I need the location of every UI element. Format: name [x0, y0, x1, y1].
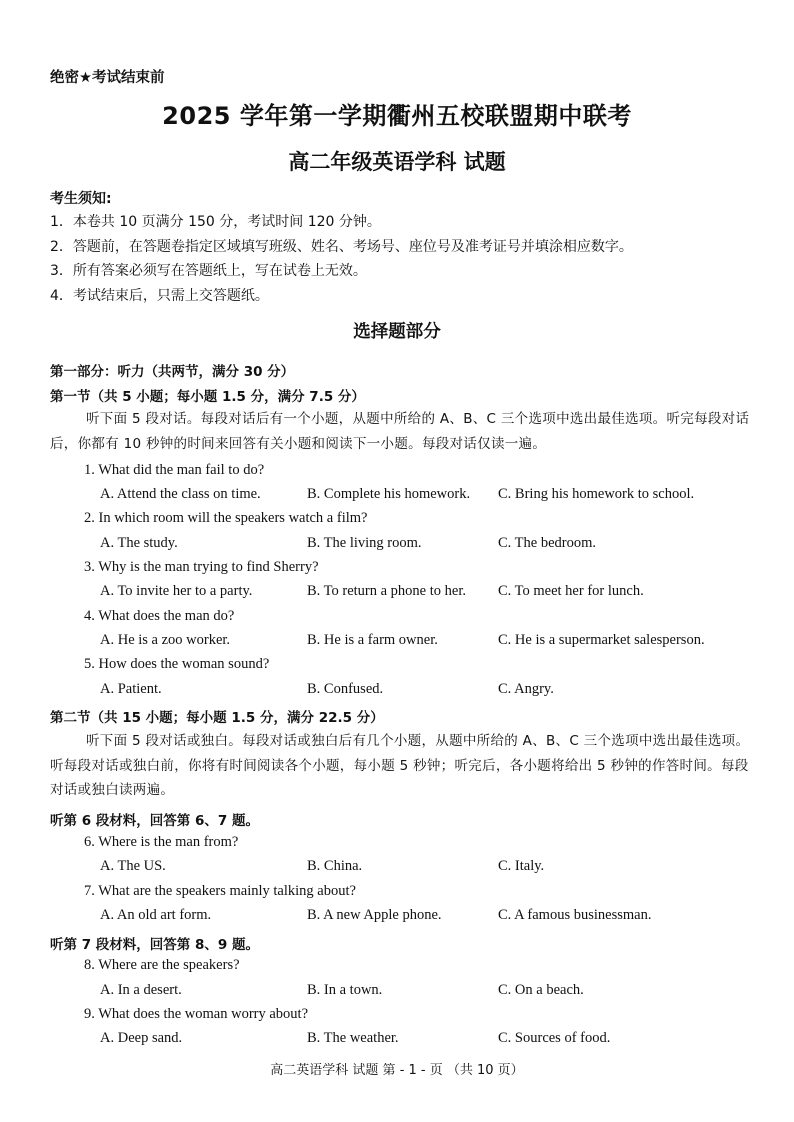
- notes-item: 3．所有答案必须写在答题纸上，写在试卷上无效。: [50, 263, 367, 279]
- option-a: A. He is a zoo worker.: [100, 632, 231, 648]
- notes-item: 1．本卷共 10 页满分 150 分，考试时间 120 分钟。: [50, 214, 381, 230]
- option-a: A. Attend the class on time.: [100, 486, 261, 502]
- option-b: B. The living room.: [307, 535, 422, 551]
- option-c: C. Angry.: [498, 681, 554, 697]
- question-text: 8. Where are the speakers?: [84, 957, 240, 973]
- option-a: A. Patient.: [100, 681, 162, 697]
- option-b: B. Confused.: [307, 681, 384, 697]
- option-c: C. Italy.: [498, 858, 545, 874]
- question-text: 3. Why is the man trying to find Sherry?: [84, 559, 319, 575]
- option-a: A. The study.: [100, 535, 178, 551]
- section1-instructions: 听下面 5 段对话。每段对话后有一个小题，从题中所给的 A、B、C 三个选项中选出最佳选项。听完每段对话后，你都有 10 秒钟的时间来回答有关小题和阅读下一小题。每段对话仅读一遍。: [50, 411, 750, 452]
- option-c: C. He is a supermarket salesperson.: [498, 632, 705, 648]
- option-c: C. A famous businessman.: [498, 907, 652, 923]
- notes-list: [50, 210, 750, 308]
- option-b: B. Complete his homework.: [307, 486, 471, 502]
- option-a: A. Deep sand.: [100, 1030, 183, 1046]
- option-a: A. To invite her to a party.: [100, 583, 253, 599]
- option-b: B. He is a farm owner.: [307, 632, 438, 648]
- notes-item: 4．考试结束后，只需上交答题纸。: [50, 287, 269, 304]
- option-a: A. In a desert.: [100, 982, 182, 998]
- part-title: 选择题部分: [353, 322, 441, 342]
- part1-heading: 第一部分：听力（共两节，满分 30 分）: [50, 364, 295, 380]
- question-text: 9. What does the woman worry about?: [84, 1006, 309, 1022]
- material-7-heading: 听第 7 段材料，回答第 8、9 题。: [50, 937, 259, 953]
- page-footer: 高二英语学科 试题 第 - 1 - 页 （共 10 页）: [270, 1063, 524, 1078]
- option-b: B. In a town.: [307, 982, 383, 998]
- notes-item: 2．答题前，在答题卷指定区域填写班级、姓名、考场号、座位号及准考证号并填涂相应数字。: [50, 238, 633, 255]
- question-text: 7. What are the speakers mainly talking about?: [84, 883, 356, 899]
- option-b: B. A new Apple phone.: [307, 907, 442, 923]
- question-text: 6. Where is the man from?: [84, 834, 239, 850]
- question-text: 1. What did the man fail to do?: [84, 462, 265, 478]
- question-text: 4. What does the man do?: [84, 608, 235, 624]
- secret-label: 绝密★考试结束前: [50, 70, 165, 86]
- question-text: 5. How does the woman sound?: [84, 656, 270, 672]
- option-b: B. China.: [307, 858, 363, 874]
- material-6-heading: 听第 6 段材料，回答第 6、7 题。: [50, 813, 259, 829]
- notes-heading: 考生须知:: [50, 191, 112, 207]
- option-b: B. To return a phone to her.: [307, 583, 466, 599]
- option-a: A. An old art form.: [100, 907, 212, 923]
- option-c: C. On a beach.: [498, 982, 584, 998]
- section1-heading: 第一节（共 5 小题；每小题 1.5 分，满分 7.5 分）: [50, 389, 365, 405]
- option-c: C. To meet her for lunch.: [498, 583, 644, 599]
- option-c: C. Sources of food.: [498, 1030, 611, 1046]
- question-text: 2. In which room will the speakers watch a film?: [84, 510, 368, 526]
- section2-instructions: 听下面 5 段对话或独白。每段对话或独白后有几个小题，从题中所给的 A、B、C 三个选项中选出最佳选项。听每段对话或独白前，你将有时间阅读各个小题，每小题 5 秒钟；听完后，各小题将给出 5 秒钟的作答时间。每段对话或独白读两遍。: [50, 733, 750, 798]
- option-c: C. Bring his homework to school.: [498, 486, 695, 502]
- section2-heading: 第二节（共 15 小题；每小题 1.5 分，满分 22.5 分）: [50, 710, 384, 726]
- option-b: B. The weather.: [307, 1030, 399, 1046]
- option-a: A. The US.: [100, 858, 166, 874]
- exam-subtitle: 高二年级英语学科 试题: [288, 150, 506, 174]
- exam-title: 2025 学年第一学期衢州五校联盟期中联考: [162, 102, 632, 130]
- option-c: C. The bedroom.: [498, 535, 596, 551]
